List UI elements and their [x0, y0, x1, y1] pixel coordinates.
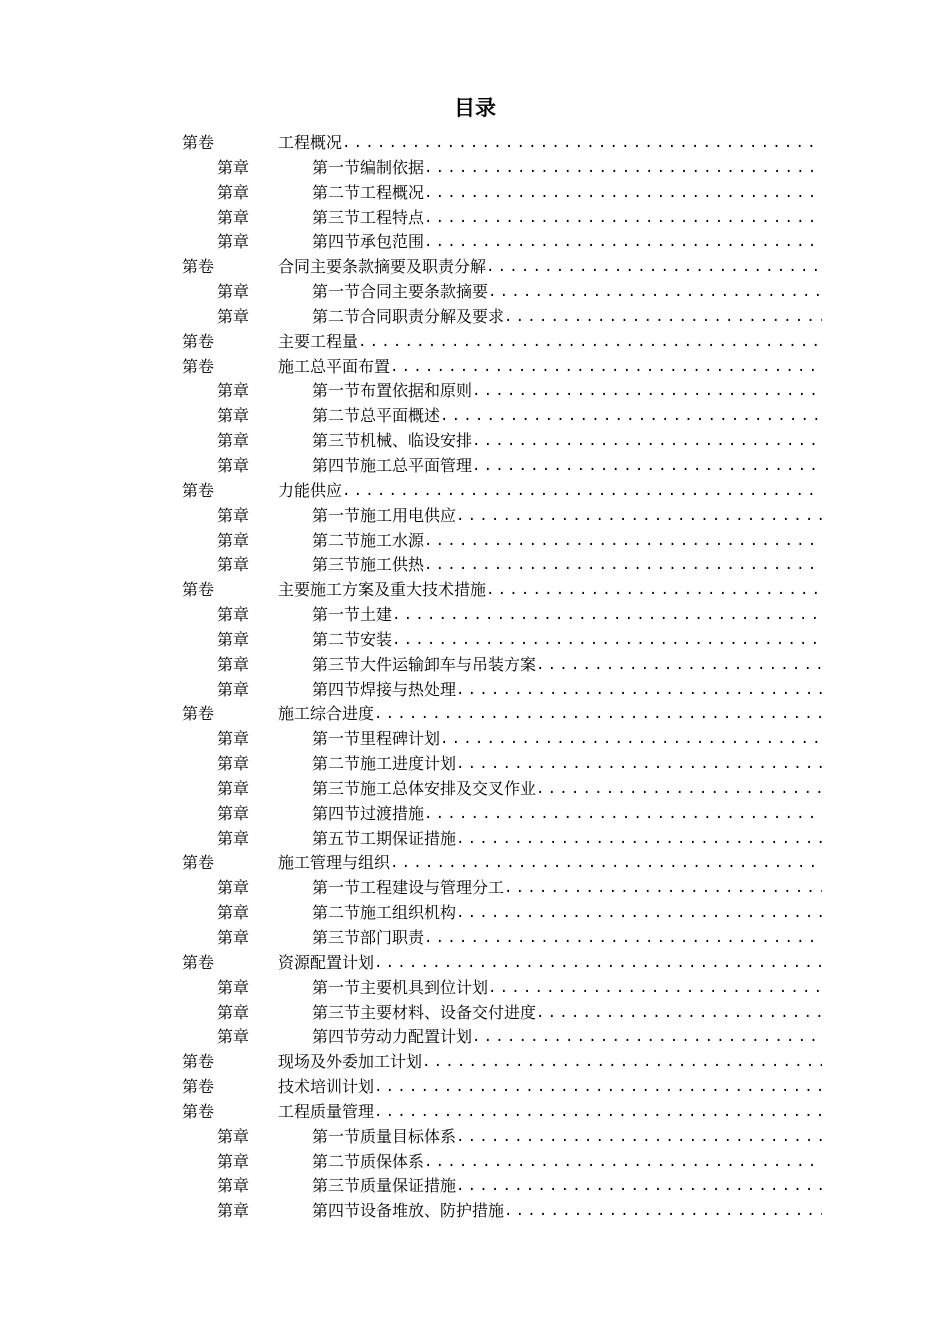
toc-volume-entry[interactable] [182, 1050, 822, 1075]
toc-chapter-entry[interactable] [182, 976, 822, 1001]
toc-dot-leader [486, 578, 822, 603]
toc-volume-entry[interactable] [182, 330, 822, 355]
toc-entry-label: 第一节土建 [312, 605, 393, 625]
toc-entry-label: 资源配置计划 [278, 952, 375, 972]
toc-entry-label: 施工综合进度 [278, 704, 375, 724]
toc-entry-body [312, 976, 822, 1001]
toc-entry-body [278, 1050, 822, 1075]
toc-entry-label: 第一节工程建设与管理分工 [312, 878, 505, 898]
toc-dot-leader [424, 181, 822, 206]
toc-entry-body [278, 578, 822, 603]
toc-volume-entry[interactable] [182, 1100, 822, 1125]
toc-entry-label: 主要工程量 [278, 331, 359, 351]
toc-entry-kind: 第卷 [182, 356, 215, 376]
toc-entry-kind: 第卷 [182, 1052, 215, 1072]
toc-entry-label: 第三节部门职责 [312, 928, 425, 947]
toc-dot-leader [456, 1125, 822, 1150]
toc-entry-kind: 第章 [217, 182, 250, 202]
toc-entry-body [312, 628, 822, 653]
toc-dot-leader [486, 255, 822, 280]
toc-dot-leader [456, 504, 822, 529]
toc-entry-body [312, 926, 822, 951]
toc-volume-entry[interactable] [182, 851, 822, 876]
toc-entry-body [312, 1199, 822, 1224]
toc-dot-leader [424, 230, 822, 255]
toc-volume-entry[interactable] [182, 131, 822, 156]
toc-dot-leader [440, 404, 822, 429]
toc-entry-kind: 第章 [217, 306, 250, 326]
toc-dot-leader [374, 1075, 822, 1100]
toc-dot-leader [424, 1150, 822, 1175]
toc-dot-leader [456, 752, 822, 777]
toc-entry-body [312, 876, 822, 901]
toc-chapter-entry[interactable] [182, 230, 822, 255]
toc-entry-label: 第四节承包范围 [312, 232, 425, 252]
toc-chapter-entry[interactable] [182, 802, 822, 827]
toc-dot-leader [472, 379, 822, 404]
toc-entry-label: 第三节工程特点 [312, 207, 425, 227]
toc-dot-leader [424, 206, 822, 231]
toc-entry-label: 技术培训计划 [278, 1077, 375, 1097]
toc-chapter-entry[interactable] [182, 206, 822, 231]
toc-entry-label: 合同主要条款摘要及职责分解 [278, 257, 487, 277]
toc-entry-kind: 第章 [217, 803, 250, 823]
toc-entry-label: 第二节施工进度计划 [312, 754, 457, 774]
toc-entry-kind: 第章 [217, 455, 250, 475]
toc-dot-leader [456, 678, 822, 703]
toc-volume-entry[interactable] [182, 479, 822, 504]
toc-chapter-entry[interactable] [182, 181, 822, 206]
toc-entry-body [278, 1075, 822, 1100]
toc-dot-leader [488, 976, 822, 1001]
toc-chapter-entry[interactable] [182, 926, 822, 951]
toc-entry-label: 施工管理与组织 [278, 853, 391, 873]
toc-entry-kind: 第章 [217, 381, 250, 401]
toc-entry-body [278, 1100, 822, 1125]
toc-chapter-entry[interactable] [182, 553, 822, 578]
toc-dot-leader [536, 1001, 822, 1026]
toc-entry-label: 第三节施工供热 [312, 555, 425, 575]
toc-chapter-entry[interactable] [182, 876, 822, 901]
toc-entry-body [312, 454, 822, 479]
toc-entry-label: 施工总平面布置 [278, 356, 391, 376]
toc-entry-kind: 第卷 [182, 480, 215, 500]
toc-entry-label: 第四节过渡措施 [312, 803, 425, 823]
toc-dot-leader [358, 330, 822, 355]
toc-entry-body [312, 206, 822, 231]
toc-entry-body [278, 255, 822, 280]
toc-entry-body [312, 901, 822, 926]
toc-dot-leader [456, 827, 822, 852]
toc-chapter-entry[interactable] [182, 1150, 822, 1175]
toc-entry-body [312, 156, 822, 181]
toc-dot-leader [536, 653, 822, 678]
toc-entry-kind: 第卷 [182, 1101, 215, 1121]
toc-entry-label: 第二节工程概况 [312, 182, 425, 202]
toc-entry-kind: 第章 [217, 1027, 250, 1047]
toc-entry-label: 第三节大件运输卸车与吊装方案 [312, 654, 537, 674]
toc-entry-body [278, 479, 822, 504]
toc-chapter-entry[interactable] [182, 777, 822, 802]
toc-chapter-entry[interactable] [182, 529, 822, 554]
toc-entry-kind: 第章 [217, 679, 250, 699]
toc-dot-leader [342, 131, 822, 156]
toc-entry-label: 现场及外委加工计划 [278, 1052, 423, 1072]
toc-entry-body [312, 1174, 822, 1199]
toc-entry-kind: 第章 [217, 530, 250, 550]
toc-entry-kind: 第章 [217, 903, 250, 923]
toc-entry-kind: 第章 [217, 505, 250, 525]
toc-entry-body [312, 802, 822, 827]
toc-volume-entry[interactable] [182, 355, 822, 380]
toc-entry-kind: 第章 [217, 878, 250, 898]
toc-entry-label: 第二节总平面概述 [312, 406, 441, 426]
toc-entry-label: 第五节工期保证措施 [312, 828, 457, 848]
toc-entry-kind: 第卷 [182, 704, 215, 724]
toc-entry-label: 主要施工方案及重大技术措施 [278, 580, 487, 600]
toc-entry-body [312, 429, 822, 454]
toc-entry-kind: 第章 [217, 778, 250, 798]
toc-volume-entry[interactable] [182, 578, 822, 603]
toc-dot-leader [472, 1025, 822, 1050]
toc-entry-body [278, 702, 822, 727]
toc-entry-kind: 第章 [217, 232, 250, 252]
toc-entry-kind: 第章 [217, 928, 250, 947]
toc-dot-leader [456, 901, 822, 926]
toc-entry-kind: 第卷 [182, 853, 215, 873]
toc-entry-body [312, 553, 822, 578]
toc-entry-label: 第二节合同职责分解及要求 [312, 306, 505, 326]
toc-entry-label: 第四节施工总平面管理 [312, 455, 473, 475]
toc-entry-kind: 第章 [217, 654, 250, 674]
toc-entry-label: 第三节施工总体安排及交叉作业 [312, 778, 537, 798]
toc-entry-kind: 第卷 [182, 331, 215, 351]
toc-dot-leader [424, 802, 822, 827]
toc-dot-leader [504, 876, 822, 901]
toc-entry-kind: 第卷 [182, 580, 215, 600]
toc-entry-body [312, 653, 822, 678]
toc-entry-body [278, 330, 822, 355]
toc-entry-body [312, 504, 822, 529]
toc-chapter-entry[interactable] [182, 827, 822, 852]
toc-entry-label: 第四节设备堆放、防护措施 [312, 1201, 505, 1221]
toc-entry-kind: 第章 [217, 1002, 250, 1022]
toc-entry-body [312, 181, 822, 206]
toc-entry-label: 力能供应 [278, 480, 343, 500]
toc-entry-kind: 第章 [217, 754, 250, 774]
toc-dot-leader [536, 777, 822, 802]
toc-entry-label: 第三节质量保证措施 [312, 1176, 457, 1196]
toc-chapter-entry[interactable] [182, 156, 822, 181]
toc-entry-label: 第二节施工组织机构 [312, 903, 457, 923]
toc-chapter-entry[interactable] [182, 603, 822, 628]
toc-entry-body [312, 404, 822, 429]
toc-entry-kind: 第章 [217, 629, 250, 649]
toc-chapter-entry[interactable] [182, 504, 822, 529]
toc-entry-kind: 第章 [217, 605, 250, 625]
toc-entry-kind: 第章 [217, 406, 250, 426]
toc-entry-kind: 第章 [217, 1126, 250, 1146]
toc-chapter-entry[interactable] [182, 379, 822, 404]
toc-chapter-entry[interactable] [182, 901, 822, 926]
toc-entry-body [312, 678, 822, 703]
toc-dot-leader [424, 156, 822, 181]
toc-volume-entry[interactable] [182, 255, 822, 280]
toc-entry-body [312, 230, 822, 255]
toc-chapter-entry[interactable] [182, 1199, 822, 1224]
toc-entry-kind: 第章 [217, 207, 250, 227]
toc-entry-body [312, 603, 822, 628]
toc-chapter-entry[interactable] [182, 280, 822, 305]
toc-entry-label: 第一节里程碑计划 [312, 729, 441, 749]
toc-chapter-entry[interactable] [182, 727, 822, 752]
toc-chapter-entry[interactable] [182, 1125, 822, 1150]
toc-entry-body [312, 1150, 822, 1175]
toc-entry-kind: 第卷 [182, 1077, 215, 1097]
toc-entry-body [312, 305, 822, 330]
toc-dot-leader [374, 1100, 822, 1125]
toc-volume-entry[interactable] [182, 951, 822, 976]
toc-dot-leader [488, 280, 822, 305]
table-of-contents [182, 131, 822, 1224]
toc-entry-body [312, 827, 822, 852]
toc-entry-kind: 第章 [217, 282, 250, 302]
toc-dot-leader [424, 926, 822, 951]
toc-dot-leader [456, 1174, 822, 1199]
toc-entry-label: 第四节焊接与热处理 [312, 679, 457, 699]
toc-chapter-entry[interactable] [182, 678, 822, 703]
toc-entry-body [278, 355, 822, 380]
toc-chapter-entry[interactable] [182, 429, 822, 454]
toc-dot-leader [440, 727, 822, 752]
toc-entry-body [278, 131, 822, 156]
toc-entry-label: 第三节主要材料、设备交付进度 [312, 1002, 537, 1022]
toc-entry-label: 工程概况 [278, 133, 343, 152]
toc-entry-kind: 第章 [217, 729, 250, 749]
toc-entry-kind: 第章 [217, 555, 250, 575]
toc-entry-label: 第一节编制依据 [312, 157, 425, 177]
toc-chapter-entry[interactable] [182, 1025, 822, 1050]
toc-chapter-entry[interactable] [182, 404, 822, 429]
toc-entry-kind: 第卷 [182, 952, 215, 972]
toc-dot-leader [422, 1050, 822, 1075]
toc-entry-body [312, 529, 822, 554]
toc-dot-leader [504, 1199, 822, 1224]
toc-entry-body [312, 379, 822, 404]
toc-dot-leader [390, 851, 822, 876]
toc-entry-body [278, 851, 822, 876]
toc-entry-body [312, 1025, 822, 1050]
toc-chapter-entry[interactable] [182, 628, 822, 653]
toc-entry-label: 工程质量管理 [278, 1101, 375, 1121]
toc-dot-leader [392, 603, 822, 628]
toc-entry-kind: 第章 [217, 1201, 250, 1221]
toc-dot-leader [392, 628, 822, 653]
toc-dot-leader [424, 553, 822, 578]
toc-dot-leader [342, 479, 822, 504]
toc-entry-label: 第一节质量目标体系 [312, 1126, 457, 1146]
toc-entry-label: 第二节施工水源 [312, 530, 425, 550]
toc-entry-body [312, 280, 822, 305]
toc-entry-label: 第三节机械、临设安排 [312, 431, 473, 451]
toc-dot-leader [472, 429, 822, 454]
toc-chapter-entry[interactable] [182, 454, 822, 479]
toc-dot-leader [374, 951, 822, 976]
toc-entry-label: 第二节质保体系 [312, 1151, 425, 1171]
toc-entry-label: 第二节安装 [312, 629, 393, 649]
toc-entry-label: 第四节劳动力配置计划 [312, 1027, 473, 1047]
toc-entry-kind: 第卷 [182, 133, 215, 152]
toc-entry-kind: 第章 [217, 1176, 250, 1196]
toc-entry-body [312, 777, 822, 802]
toc-volume-entry[interactable] [182, 1075, 822, 1100]
toc-entry-body [312, 752, 822, 777]
toc-entry-body [278, 951, 822, 976]
toc-entry-body [312, 1125, 822, 1150]
toc-entry-label: 第一节合同主要条款摘要 [312, 282, 489, 302]
toc-dot-leader [390, 355, 822, 380]
toc-entry-body [312, 1001, 822, 1026]
toc-entry-label: 第一节主要机具到位计划 [312, 977, 489, 997]
toc-entry-label: 第一节施工用电供应 [312, 505, 457, 525]
toc-chapter-entry[interactable] [182, 1174, 822, 1199]
toc-chapter-entry[interactable] [182, 1001, 822, 1026]
toc-entry-kind: 第章 [217, 431, 250, 451]
toc-entry-body [312, 727, 822, 752]
toc-dot-leader [424, 529, 822, 554]
toc-chapter-entry[interactable] [182, 653, 822, 678]
toc-entry-kind: 第章 [217, 828, 250, 848]
toc-dot-leader [472, 454, 822, 479]
toc-entry-label: 第一节布置依据和原则 [312, 381, 473, 401]
toc-chapter-entry[interactable] [182, 305, 822, 330]
toc-entry-kind: 第章 [217, 157, 250, 177]
toc-entry-kind: 第章 [217, 977, 250, 997]
toc-chapter-entry[interactable] [182, 752, 822, 777]
page-title: 目录 [454, 96, 496, 120]
toc-entry-kind: 第卷 [182, 257, 215, 277]
toc-volume-entry[interactable] [182, 702, 822, 727]
toc-entry-kind: 第章 [217, 1151, 250, 1171]
toc-dot-leader [374, 702, 822, 727]
toc-dot-leader [504, 305, 822, 330]
